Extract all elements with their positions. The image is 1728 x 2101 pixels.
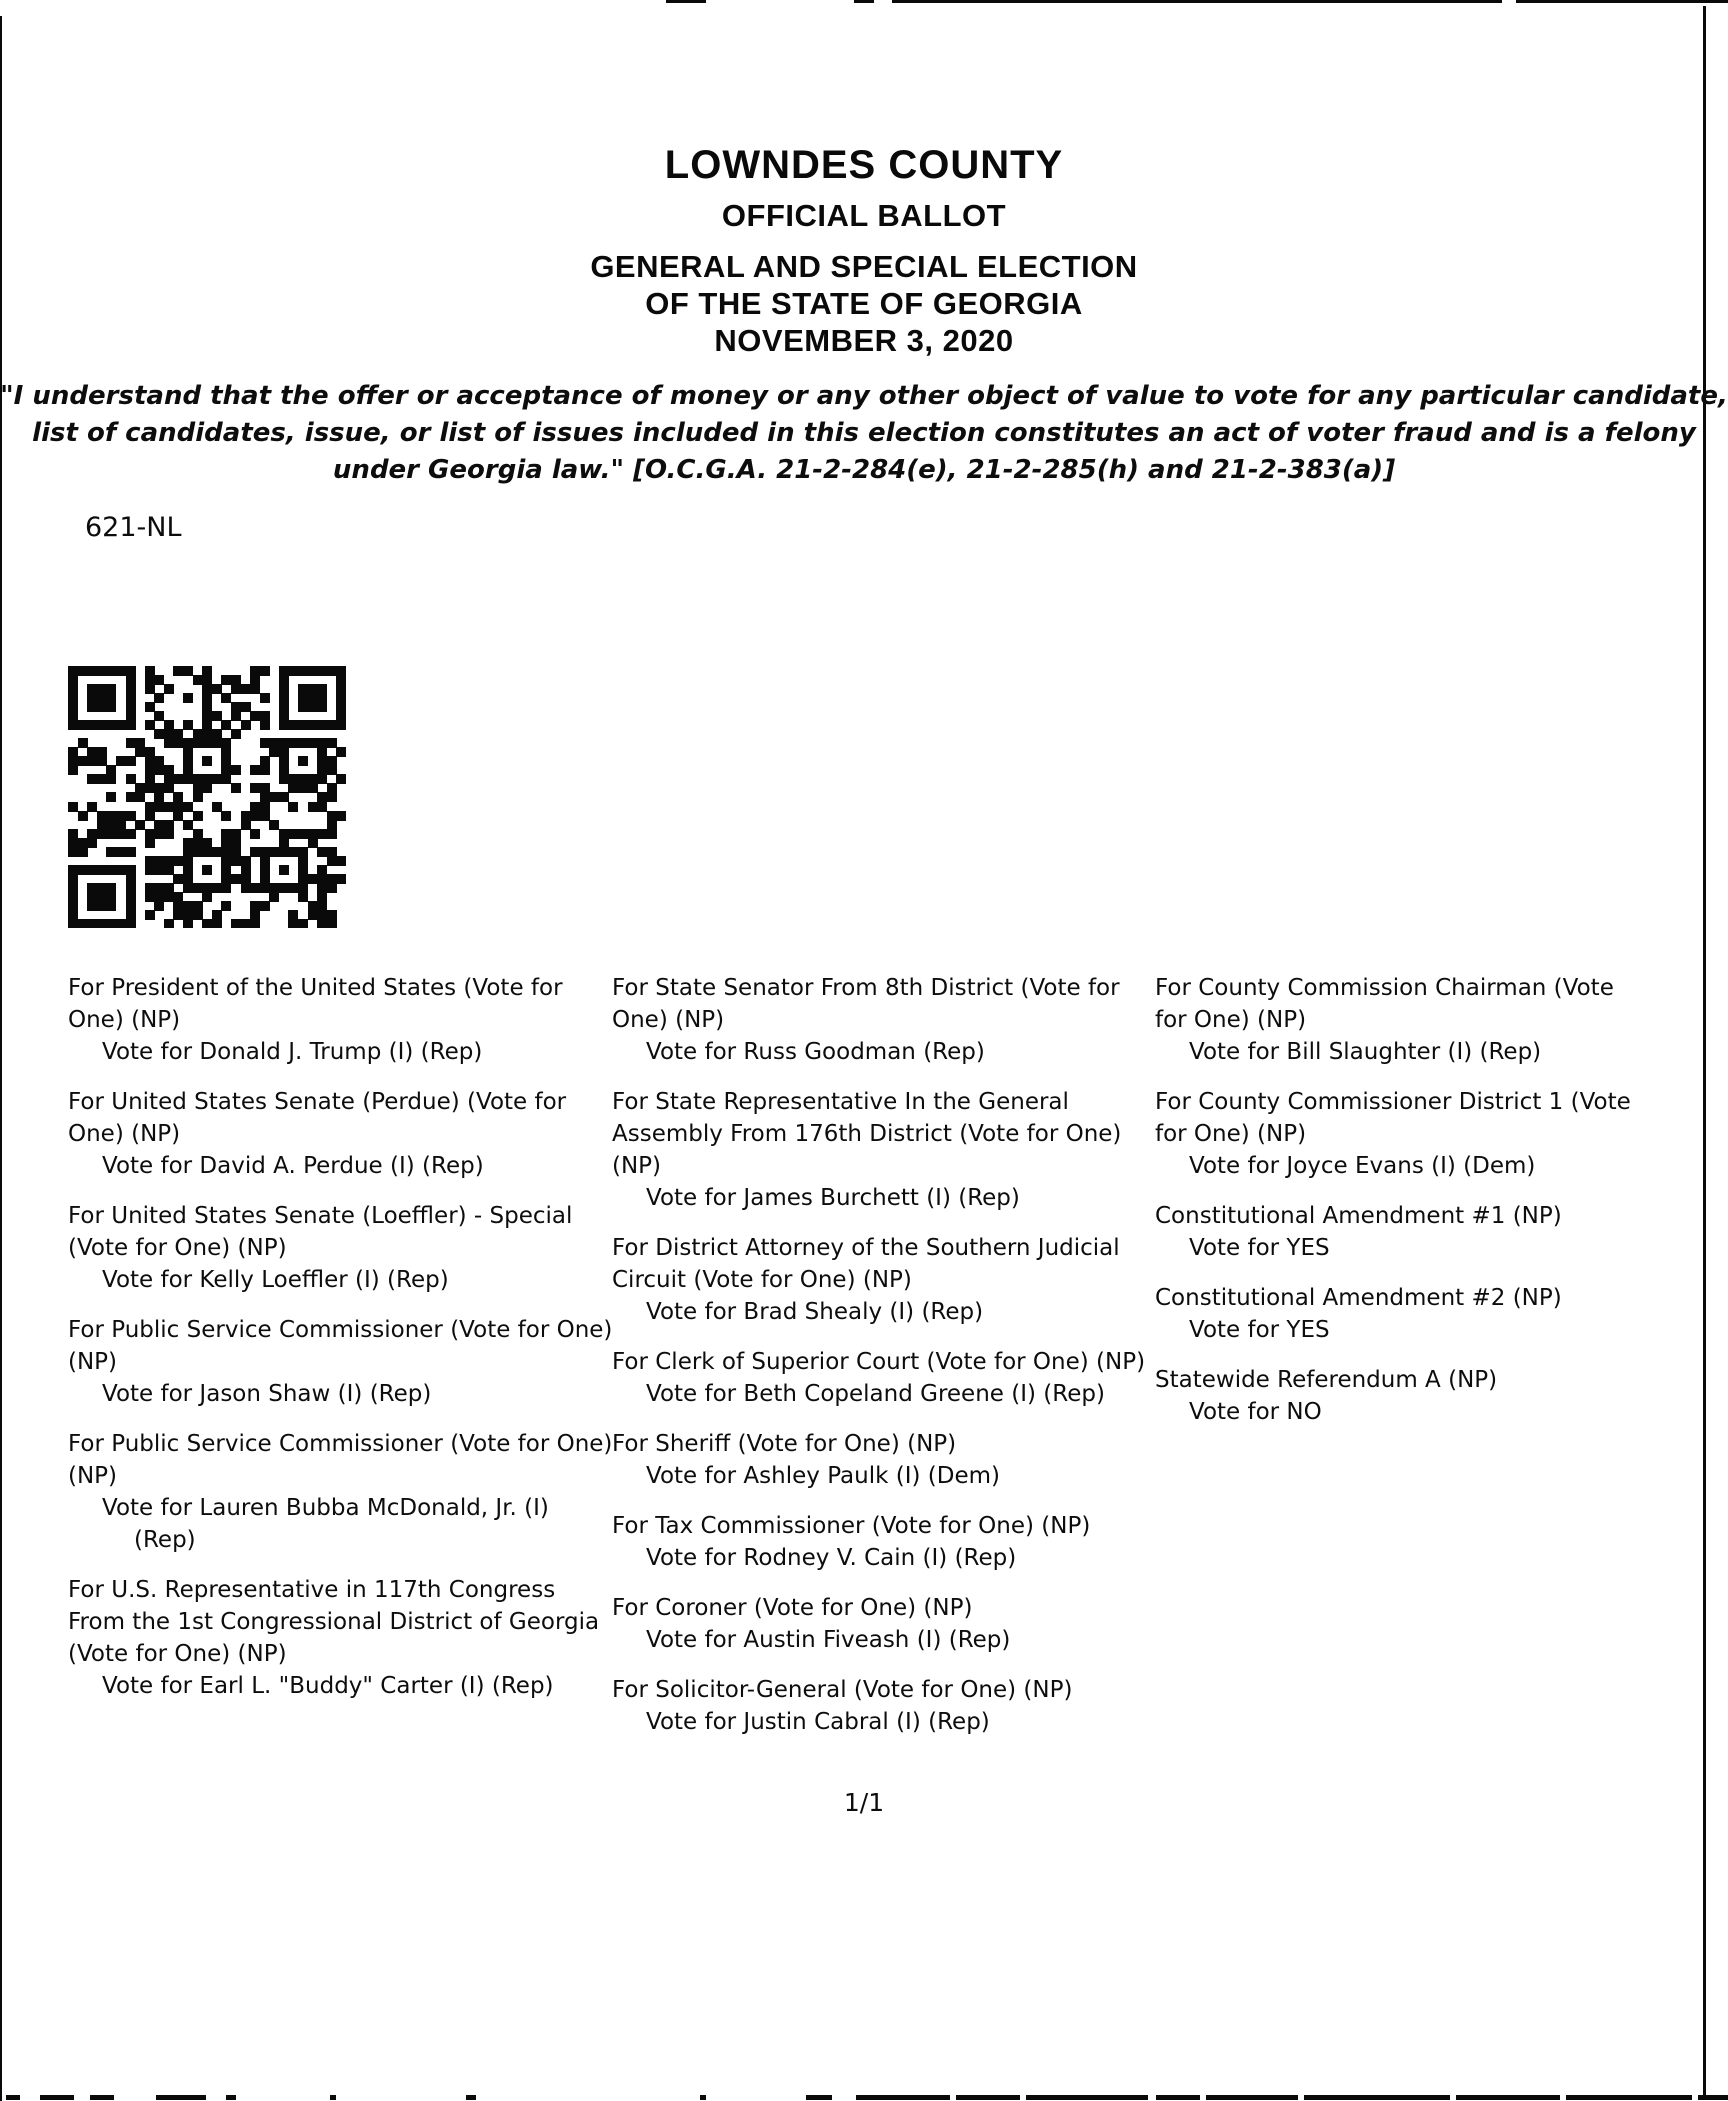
scan-mark <box>330 2095 336 2100</box>
contest-title: For Public Service Commissioner (Vote for One) (NP) <box>68 1317 613 1375</box>
election-title-line: NOVEMBER 3, 2020 <box>714 323 1014 358</box>
contest-title: For President of the United States (Vote for One) (NP) <box>68 975 563 1033</box>
contest-selection: Vote for Brad Shealy (I) (Rep) <box>646 1299 984 1325</box>
contest-title: For District Attorney of the Southern Judicial Circuit (Vote for One) (NP) <box>612 1235 1120 1293</box>
contest-block <box>612 1232 1152 1328</box>
contest-selection: Vote for Justin Cabral (I) (Rep) <box>646 1709 990 1735</box>
contest-selection: Vote for James Burchett (I) (Rep) <box>646 1185 1020 1211</box>
county-title: LOWNDES COUNTY <box>664 143 1064 187</box>
ballot-style-code: 621-NL <box>85 512 182 543</box>
scan-mark <box>854 0 874 3</box>
scan-mark <box>856 2095 950 2100</box>
contest-block <box>1155 1200 1645 1264</box>
scan-mark <box>1304 2095 1450 2100</box>
contest-selection: Vote for David A. Perdue (I) (Rep) <box>102 1153 484 1179</box>
contest-selection: Vote for Ashley Paulk (I) (Dem) <box>646 1463 1000 1489</box>
contest-block <box>612 972 1152 1068</box>
contest-block <box>612 1346 1152 1410</box>
contest-title: For Clerk of Superior Court (Vote for One) (NP) <box>612 1349 1146 1375</box>
contest-column-3 <box>1155 972 1645 1446</box>
contest-selection: Vote for Beth Copeland Greene (I) (Rep) <box>646 1381 1105 1407</box>
contest-title: For County Commission Chairman (Vote for One) (NP) <box>1155 975 1614 1033</box>
disclaimer-line: under Georgia law." [O.C.G.A. 21-2-284(e), 21-2-285(h) and 21-2-383(a)] <box>332 455 1396 485</box>
scan-mark <box>892 0 1502 3</box>
contest-title: For U.S. Representative in 117th Congress From the 1st Congressional District of Georgia (Vote for One) (NP) <box>68 1577 600 1667</box>
contest-selection: Vote for Kelly Loeffler (I) (Rep) <box>102 1267 449 1293</box>
scan-mark <box>466 2095 476 2100</box>
contest-block <box>68 1086 613 1182</box>
contest-title: Constitutional Amendment #1 (NP) <box>1155 1203 1562 1229</box>
scan-mark <box>1206 2095 1298 2100</box>
contest-selection: Vote for Russ Goodman (Rep) <box>646 1039 985 1065</box>
contest-block <box>68 1428 613 1556</box>
contest-title: For Tax Commissioner (Vote for One) (NP) <box>612 1513 1091 1539</box>
contest-selection: Vote for Joyce Evans (I) (Dem) <box>1189 1153 1536 1179</box>
scan-mark <box>1516 0 1728 3</box>
scan-mark <box>1698 2095 1728 2100</box>
contest-title: For United States Senate (Loeffler) - Special (Vote for One) (NP) <box>68 1203 573 1261</box>
election-title-block <box>0 248 1728 359</box>
contest-block <box>1155 1086 1645 1182</box>
page-number: 1/1 <box>843 1788 885 1817</box>
scan-mark <box>90 2095 114 2100</box>
contest-block <box>612 1510 1152 1574</box>
contest-title: Statewide Referendum A (NP) <box>1155 1367 1498 1393</box>
contest-selection: Vote for Donald J. Trump (I) (Rep) <box>102 1039 483 1065</box>
scan-mark <box>1456 2095 1560 2100</box>
scan-mark <box>1566 2095 1692 2100</box>
contest-block <box>68 1314 613 1410</box>
contest-title: For Public Service Commissioner (Vote for One) (NP) <box>68 1431 613 1489</box>
contest-block <box>68 1200 613 1296</box>
contest-title: For Coroner (Vote for One) (NP) <box>612 1595 973 1621</box>
contest-title: Constitutional Amendment #2 (NP) <box>1155 1285 1562 1311</box>
contest-selection: Vote for Lauren Bubba McDonald, Jr. (I) (Rep) <box>102 1495 549 1553</box>
contest-block <box>68 972 613 1068</box>
contest-block <box>1155 1364 1645 1428</box>
scan-mark <box>806 2095 832 2100</box>
contest-column-2 <box>612 972 1152 1756</box>
disclaimer-line: list of candidates, issue, or list of issues included in this election constitutes an act of voter fraud and is a felony <box>32 418 1696 448</box>
scan-mark <box>1026 2095 1148 2100</box>
contest-selection: Vote for YES <box>1189 1317 1330 1343</box>
contest-block <box>612 1674 1152 1738</box>
contest-selection: Vote for Austin Fiveash (I) (Rep) <box>646 1627 1011 1653</box>
contest-title: For Sheriff (Vote for One) (NP) <box>612 1431 957 1457</box>
qr-code-icon <box>68 666 346 928</box>
contest-selection: Vote for Bill Slaughter (I) (Rep) <box>1189 1039 1542 1065</box>
contest-selection: Vote for NO <box>1189 1399 1322 1425</box>
disclaimer-line: "I understand that the offer or acceptance of money or any other object of value to vote for any particular candidate, <box>0 381 1728 411</box>
contest-title: For United States Senate (Perdue) (Vote for One) (NP) <box>68 1089 567 1147</box>
scan-mark <box>156 2095 206 2100</box>
contest-block <box>612 1428 1152 1492</box>
contest-block <box>1155 1282 1645 1346</box>
scan-mark <box>956 2095 1020 2100</box>
contest-block <box>68 1574 613 1702</box>
voter-fraud-disclaimer <box>0 378 1728 489</box>
scan-mark <box>40 2095 74 2100</box>
scan-mark <box>666 0 706 3</box>
contest-selection: Vote for Earl L. "Buddy" Carter (I) (Rep) <box>102 1673 554 1699</box>
contest-selection: Vote for Jason Shaw (I) (Rep) <box>102 1381 432 1407</box>
scan-mark <box>226 2095 236 2100</box>
contest-title: For Solicitor-General (Vote for One) (NP) <box>612 1677 1073 1703</box>
contest-title: For County Commissioner District 1 (Vote for One) (NP) <box>1155 1089 1631 1147</box>
contest-selection: Vote for Rodney V. Cain (I) (Rep) <box>646 1545 1017 1571</box>
ballot-type-title: OFFICIAL BALLOT <box>721 198 1007 233</box>
contest-selection: Vote for YES <box>1189 1235 1330 1261</box>
contest-block <box>1155 972 1645 1068</box>
contest-title: For State Representative In the General Assembly From 176th District (Vote for One) (NP) <box>612 1089 1122 1179</box>
election-title-line: OF THE STATE OF GEORGIA <box>645 286 1083 321</box>
contest-block <box>612 1592 1152 1656</box>
contest-column-1 <box>68 972 613 1720</box>
contest-title: For State Senator From 8th District (Vote for One) (NP) <box>612 975 1120 1033</box>
contest-block <box>612 1086 1152 1214</box>
scan-mark <box>6 2095 20 2100</box>
scan-mark <box>1156 2095 1200 2100</box>
scan-mark <box>700 2095 706 2100</box>
election-title-line: GENERAL AND SPECIAL ELECTION <box>590 249 1138 284</box>
